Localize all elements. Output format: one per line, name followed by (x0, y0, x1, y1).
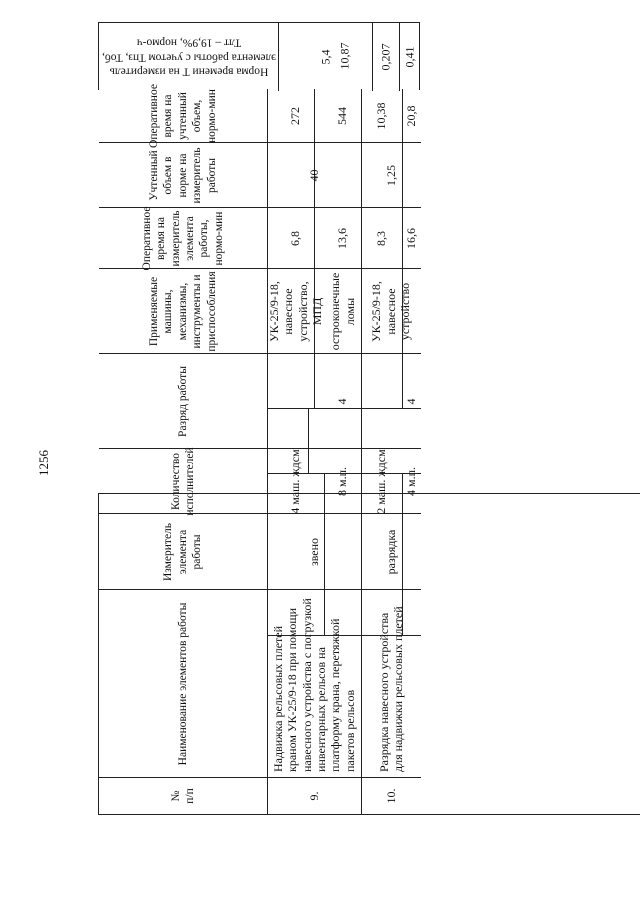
row9-grade-1 (267, 354, 324, 449)
row9-op-time-1: 6,8 (288, 231, 303, 246)
row10-workers-2: 4 м.п. (404, 467, 419, 497)
header-machines: Применяемые машины, механизмы, инструменты и приспособления (148, 271, 218, 352)
row9-machines-1: УК-25/9-18, навесное устройство, МПД (266, 281, 324, 342)
row10-grade-1 (361, 354, 402, 449)
row10-name: Разрядка навесного устройства для надвижки рельсовых плетей (376, 606, 405, 772)
header-workers: Количество исполнителей (169, 447, 196, 516)
row10-workers-1: 2 маш. ждсм (374, 449, 389, 514)
row10-op-time-1: 8,3 (374, 231, 389, 246)
row9-num: 9. (306, 791, 321, 801)
header-grade: Разряд работы (176, 366, 189, 437)
header-op-time-volume: Оперативное время на учтенный объем, нормо-мин (148, 84, 218, 148)
row9-op-time-volume-1: 272 (288, 107, 303, 125)
row9-op-time-volume-2: 544 (335, 107, 350, 125)
row9-norm-1: 5,4 (318, 49, 333, 65)
row10-num: 10. (383, 788, 398, 804)
norm-column (98, 22, 420, 90)
header-num: № п/п (169, 788, 196, 804)
row9-norm-2: 10,87 (337, 42, 352, 70)
row10-op-time-2: 16,6 (404, 228, 419, 249)
row9-workers-2: 8 м.п. (335, 467, 350, 497)
header-op-time: Оперативное время на измеритель элемента работы, нормо-мин (140, 206, 225, 271)
row10-norm-2: 0,41 (402, 46, 417, 68)
row10-op-time-volume-2: 20,8 (404, 105, 419, 127)
row10-machines: УК-25/9-18, навесное устройство (369, 281, 413, 342)
header-norm: Норма времени Т на измеритель элемента работы с учетом Тпз, Тоб, Тлт – 19,9%, нормо-ч (101, 36, 277, 78)
row10-meter: разрядка (383, 529, 398, 575)
row9-volume: 40 (306, 169, 321, 182)
row9-op-time-2: 13,6 (335, 228, 350, 249)
row9-machines-2: остроконечные ломы (328, 272, 357, 351)
row10-grade-2: 4 (404, 398, 419, 405)
row10-op-time-volume-1: 10,38 (374, 102, 389, 130)
norm-table (98, 84, 640, 815)
row9-name: Надвижка рельсовых плетей краном УК-25/9-18 при помощи навесного устройства с погрузкой инвентарных рельсов на платформу крана, перетяжкой пакетов рельсов (270, 598, 357, 772)
header-meter: Измеритель элемента работы (162, 522, 204, 582)
page-number: 1256 (36, 450, 51, 476)
row9-workers-1: 4 маш. ждсм (288, 449, 303, 514)
row10-norm-1: 0,207 (378, 43, 393, 71)
header-volume: Учтенный объем в норме на измеритель работы (148, 147, 218, 204)
row10-volume: 1,25 (383, 165, 398, 186)
row9-grade-2: 4 (335, 398, 350, 405)
row9-meter: звено (306, 537, 321, 567)
header-name: Наименование элементов работы (176, 602, 189, 766)
